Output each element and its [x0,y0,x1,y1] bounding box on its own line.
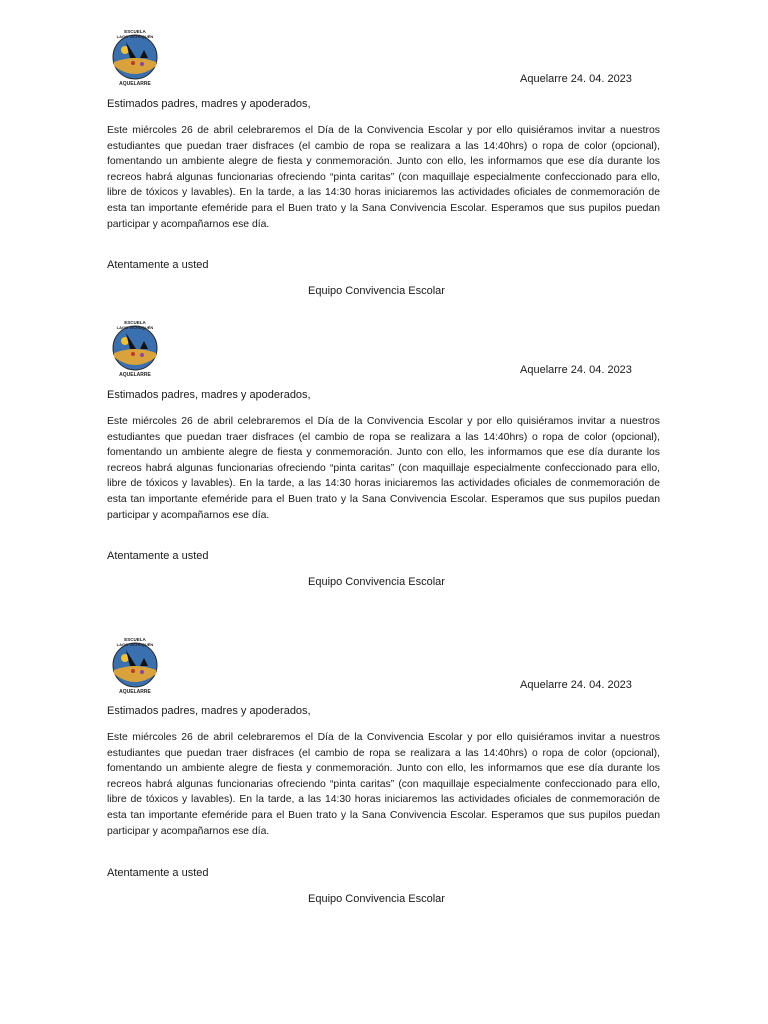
svg-text:AQUELARRE: AQUELARRE [119,689,151,694]
body-paragraph: Este miércoles 26 de abril celebraremos el Día de la Convivencia Escolar y por ello quisiéramos invitar a nuestros estudiantes que puedan traer disfraces (el cambio de ropa se realizara a las 14:40hrs) o ropa de color (opcional), fomentando un ambiente alegre de fiesta y conmemoración. Junto con ello, les informamos que ese día durante los recreos habrá algunas funcionarias ofreciendo “pinta caritas” (con maquillaje especialmente confeccionado para ello, libre de tóxicos y lavables). En la tarde, a las 14:30 horas iniciaremos las actividades oficiales de conmemoración de esta tan importante efeméride para el Buen trato y la Sana Convivencia Escolar. Esperamos que sus pupilos puedan participar y acompañarnos ese día. [107,416,660,521]
letter-date: Aquelarre 24. 04. 2023 [520,364,632,376]
svg-text:ESCUELA: ESCUELA [124,29,146,34]
body-paragraph: Este miércoles 26 de abril celebraremos el Día de la Convivencia Escolar y por ello quisiéramos invitar a nuestros estudiantes que puedan traer disfraces (el cambio de ropa se realizara a las 14:40hrs) o ropa de color (opcional), fomentando un ambiente alegre de fiesta y conmemoración. Junto con ello, les informamos que ese día durante los recreos habrá algunas funcionarias ofreciendo “pinta caritas” (con maquillaje especialmente confeccionado para ello, libre de tóxicos y lavables). En la tarde, a las 14:30 horas iniciaremos las actividades oficiales de conmemoración de esta tan importante efeméride para el Buen trato y la Sana Convivencia Escolar. Esperamos que sus pupilos puedan participar y acompañarnos ese día. [107,732,660,837]
closing-line: Atentamente a usted [107,259,209,271]
svg-text:LAGO VICHUQUÉN: LAGO VICHUQUÉN [116,34,154,39]
school-logo [106,319,164,377]
school-logo-emblem-icon [106,28,164,86]
signature: Equipo Convivencia Escolar [308,576,445,588]
body-paragraph: Este miércoles 26 de abril celebraremos el Día de la Convivencia Escolar y por ello quisiéramos invitar a nuestros estudiantes que puedan traer disfraces (el cambio de ropa se realizara a las 14:40hrs) o ropa de color (opcional), fomentando un ambiente alegre de fiesta y conmemoración. Junto con ello, les informamos que ese día durante los recreos habrá algunas funcionarias ofreciendo “pinta caritas” (con maquillaje especialmente confeccionado para ello, libre de tóxicos y lavables). En la tarde, a las 14:30 horas iniciaremos las actividades oficiales de conmemoración de esta tan importante efeméride para el Buen trato y la Sana Convivencia Escolar. Esperamos que sus pupilos puedan participar y acompañarnos ese día. [107,125,660,230]
salutation: Estimados padres, madres y apoderados, [107,705,311,717]
svg-text:ESCUELA: ESCUELA [124,637,146,642]
school-logo [106,636,164,694]
letter-date: Aquelarre 24. 04. 2023 [520,73,632,85]
salutation: Estimados padres, madres y apoderados, [107,389,311,401]
svg-text:AQUELARRE: AQUELARRE [119,372,151,377]
closing-line: Atentamente a usted [107,550,209,562]
school-logo-emblem-icon [106,319,164,377]
notice-1 [0,0,768,300]
school-logo-emblem-icon [106,636,164,694]
signature: Equipo Convivencia Escolar [308,285,445,297]
closing-line: Atentamente a usted [107,867,209,879]
svg-text:AQUELARRE: AQUELARRE [119,81,151,86]
notice-2 [0,291,768,591]
svg-text:LAGO VICHUQUÉN: LAGO VICHUQUÉN [116,642,154,647]
school-logo [106,28,164,86]
letter-date: Aquelarre 24. 04. 2023 [520,679,632,691]
notice-3 [0,608,768,908]
signature: Equipo Convivencia Escolar [308,893,445,905]
svg-text:ESCUELA: ESCUELA [124,320,146,325]
svg-text:LAGO VICHUQUÉN: LAGO VICHUQUÉN [116,325,154,330]
salutation: Estimados padres, madres y apoderados, [107,98,311,110]
